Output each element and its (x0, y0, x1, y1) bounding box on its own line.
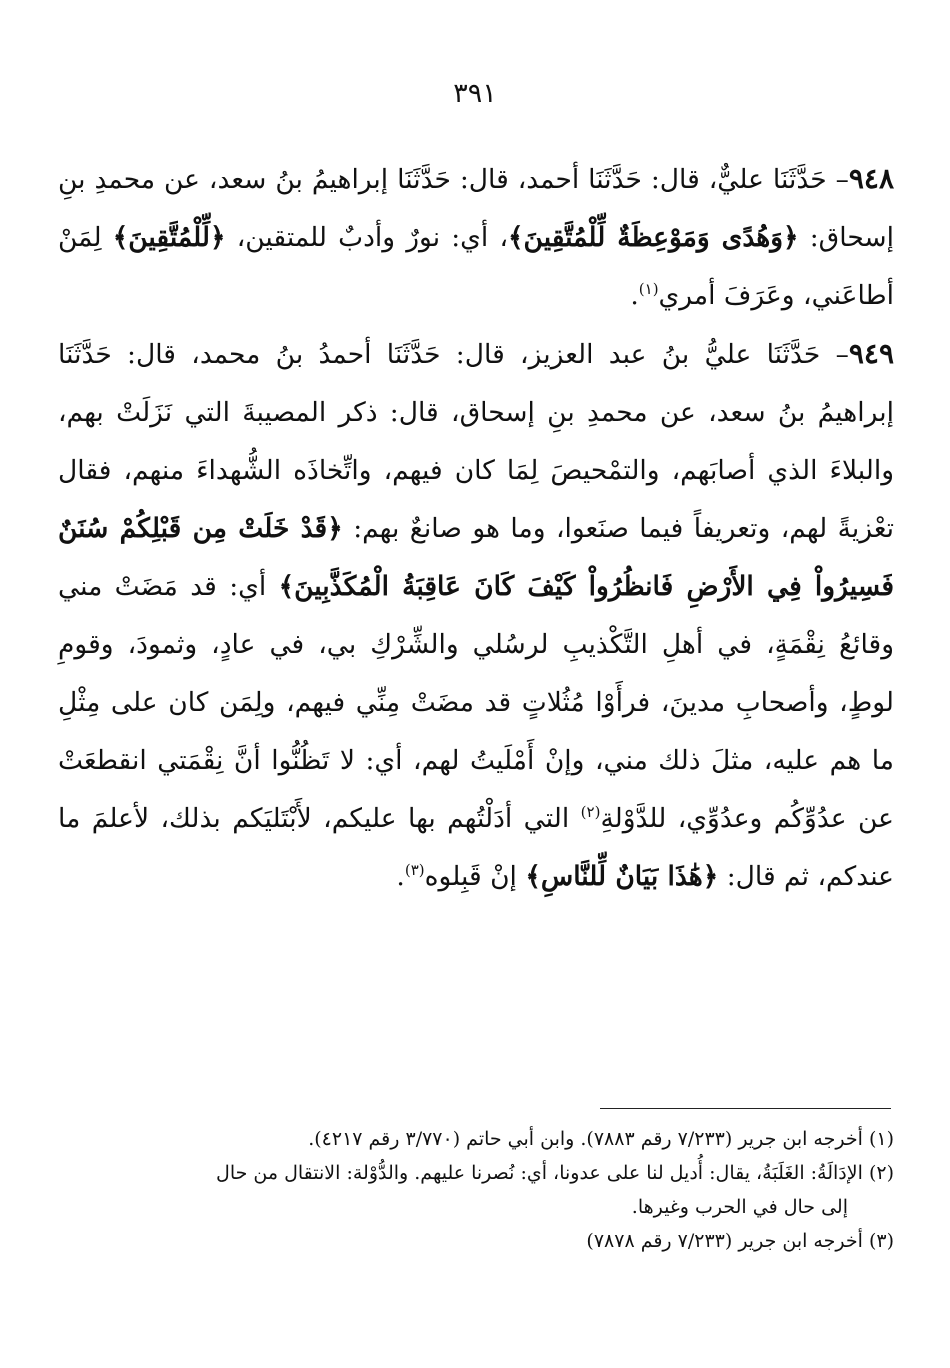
hadith-text: – حَدَّثَنَا عليٌّ، قال: حَدَّثَنَا أحمد، قال: حَدَّثَنَا إبراهيمُ بنُ سعد، عن محمدِ بنِ إسحاق: (58, 164, 894, 253)
footnote-reference[interactable]: (٣) (404, 861, 425, 880)
quran-verse: ﴿هَٰذَا بَيَانٌ لِّلنَّاسِ﴾ (525, 861, 719, 892)
hadith-number: ٩٤٨ (848, 162, 894, 195)
main-text (58, 150, 894, 906)
footnote-2 (58, 1156, 894, 1224)
footnote-number: (٣) (868, 1230, 894, 1252)
footnotes (58, 1122, 894, 1258)
footnote-text-continued: إلى حال في الحرب وغيرها. (631, 1196, 848, 1218)
footnote-number: (١) (868, 1128, 894, 1150)
footnote-text: الإدَالَةُ: الغَلَبَةُ، يقال: أُديل لنا على عدونا، أي: نُصرنا عليهم. والدُّوْلة: الانتقال من حال (216, 1162, 863, 1184)
quran-verse: ﴿لِّلْمُتَّقِينَ﴾ (112, 222, 226, 253)
hadith-text: . (630, 280, 639, 311)
hadith-text: لِمَنْ أطاعَني، وعَرَفَ أمري (58, 222, 894, 311)
hadith-text: ، أي: نورٌ وأدبٌ للمتقين، (225, 222, 508, 253)
hadith-text: . (396, 861, 405, 892)
footnote-number: (٢) (868, 1162, 894, 1184)
footnote-3 (58, 1224, 894, 1258)
hadith-text: التي أدَلْتُهم بها عليكم، لأَبْتَليَكم بذلك، لأعلمَ ما عندكم، ثم قال: (58, 803, 894, 892)
footnote-1 (58, 1122, 894, 1156)
hadith-949 (58, 325, 894, 906)
footnote-text: أخرجه ابن جرير (٧/٢٣٣ رقم ٧٨٨٣). وابن أبي حاتم (٣/٧٧٠ رقم ٤٢١٧). (308, 1128, 863, 1150)
quran-verse: ﴿قَدْ خَلَتْ مِن قَبْلِكُمْ سُنَنٌ فَسِيرُواْ فِي الأَرْضِ فَانظُرُواْ كَيْفَ كَانَ عَاقِبَةُ الْمُكَذَّبِينَ﴾ (58, 513, 894, 602)
hadith-text: إنْ قَبِلوه (424, 861, 526, 892)
footnote-divider (600, 1108, 891, 1109)
quran-verse: ﴿وَهُدًى وَمَوْعِظَةٌ لِّلْمُتَّقِينَ﴾ (508, 222, 799, 253)
hadith-number: ٩٤٩ (848, 337, 894, 370)
footnote-reference[interactable]: (٢) (580, 803, 601, 822)
footnote-reference[interactable]: (١) (638, 280, 659, 299)
hadith-text: أي: قد مَضَتْ مني وقائعُ نِقْمَةٍ، في أهلِ التَّكْذيبِ لرسُلي والشِّرْكِ بي، في عادٍ، وثمودَ، وقومِ لوطٍ، وأصحابِ مدينَ، فرأَوْا مُثُلاتٍ قد مضَتْ مِنِّي فيهم، ولِمَن كان على مِثْلِ ما هم عليه، مثلَ ذلك مني، وإنْ أَمْلَيتُ لهم، أي: لا تَظُنُّوا أنَّ نِقْمَتي انقطعَتْ عن عدُوِّكُم وعدُوِّي، للدَّوْلةِ (58, 571, 894, 834)
page-number: ٣٩١ (453, 78, 497, 109)
hadith-948 (58, 150, 894, 325)
hadith-text: – حَدَّثَنَا عليُّ بنُ عبد العزيز، قال: حَدَّثَنَا أحمدُ بنُ محمد، قال: حَدَّثَنَا إبراهيمُ بنُ سعد، عن محمدِ بنِ إسحاق، قال: ذكر المصيبةَ التي نَزَلَتْ بهم، والبلاءَ الذي أصابَهم، والتمْحيصَ لِمَا كان فيهم، واتِّخاذَه الشُّهداءَ منهم، فقال تعْزيةً لهم، وتعريفاً فيما صنَعوا، وما هو صانعٌ بهم: (58, 339, 894, 544)
footnote-text: أخرجه ابن جرير (٧/٢٣٣ رقم ٧٨٧٨) (586, 1230, 863, 1252)
